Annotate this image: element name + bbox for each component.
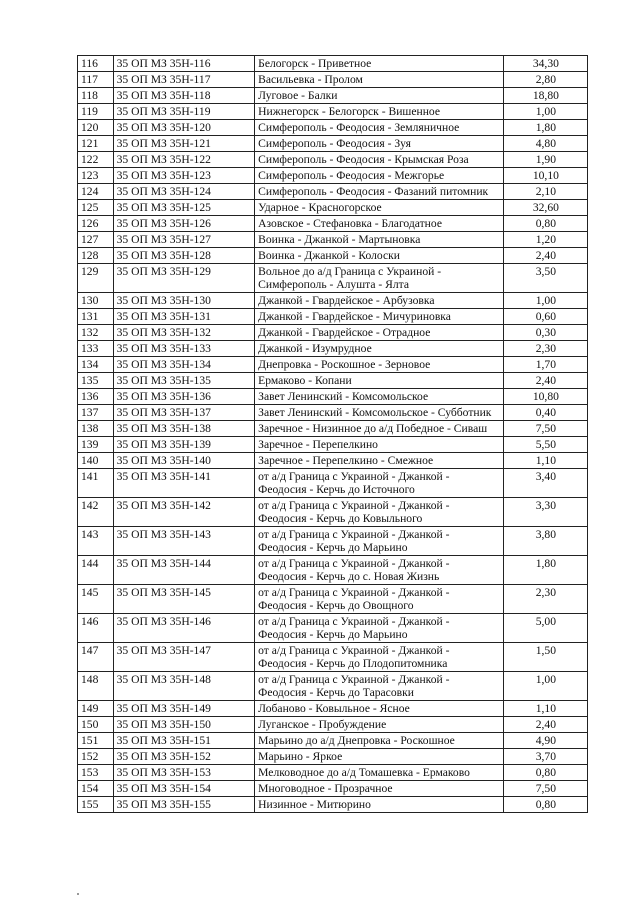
road-length: 3,80 [503, 527, 587, 556]
table-row [78, 717, 588, 733]
road-code: 35 ОП МЗ 35Н-131 [113, 309, 255, 325]
road-name: Симферополь - Феодосия - Фазаний питомник [255, 184, 504, 200]
road-name: Ермаково - Копани [255, 373, 504, 389]
row-number: 137 [78, 405, 114, 421]
road-code: 35 ОП МЗ 35Н-138 [113, 421, 255, 437]
road-name: от а/д Граница с Украиной - Джанкой - Феодосия - Керчь до Источного [255, 469, 504, 498]
row-number: 145 [78, 585, 114, 614]
table-row [78, 373, 588, 389]
road-name: от а/д Граница с Украиной - Джанкой - Феодосия - Керчь до с. Новая Жизнь [255, 556, 504, 585]
table-row [78, 216, 588, 232]
table-row [78, 733, 588, 749]
road-code: 35 ОП МЗ 35Н-136 [113, 389, 255, 405]
row-number: 124 [78, 184, 114, 200]
road-code: 35 ОП МЗ 35Н-153 [113, 765, 255, 781]
road-length: 0,80 [503, 765, 587, 781]
row-number: 150 [78, 717, 114, 733]
row-number: 144 [78, 556, 114, 585]
road-length: 3,70 [503, 749, 587, 765]
table-row [78, 643, 588, 672]
row-number: 119 [78, 104, 114, 120]
table-row [78, 184, 588, 200]
road-name: Джанкой - Гвардейское - Арбузовка [255, 293, 504, 309]
scan-speck [77, 893, 79, 895]
road-code: 35 ОП МЗ 35Н-150 [113, 717, 255, 733]
table-row [78, 701, 588, 717]
row-number: 133 [78, 341, 114, 357]
table-row [78, 389, 588, 405]
row-number: 149 [78, 701, 114, 717]
row-number: 117 [78, 72, 114, 88]
row-number: 148 [78, 672, 114, 701]
road-name: Симферополь - Феодосия - Зуя [255, 136, 504, 152]
table-row [78, 421, 588, 437]
table-row [78, 405, 588, 421]
table-row [78, 152, 588, 168]
table-row [78, 797, 588, 813]
road-length: 1,50 [503, 643, 587, 672]
road-name: Мелководное до а/д Томашевка - Ермаково [255, 765, 504, 781]
table-row [78, 453, 588, 469]
road-name: Симферополь - Феодосия - Земляничное [255, 120, 504, 136]
table-row [78, 527, 588, 556]
road-length: 1,10 [503, 701, 587, 717]
road-name: от а/д Граница с Украиной - Джанкой - Феодосия - Керчь до Марьино [255, 614, 504, 643]
road-length: 2,80 [503, 72, 587, 88]
row-number: 139 [78, 437, 114, 453]
road-code: 35 ОП МЗ 35Н-144 [113, 556, 255, 585]
table-row [78, 585, 588, 614]
table-row [78, 309, 588, 325]
road-name: Марьино до а/д Днепровка - Роскошное [255, 733, 504, 749]
road-code: 35 ОП МЗ 35Н-134 [113, 357, 255, 373]
row-number: 121 [78, 136, 114, 152]
road-code: 35 ОП МЗ 35Н-132 [113, 325, 255, 341]
road-code: 35 ОП МЗ 35Н-123 [113, 168, 255, 184]
row-number: 135 [78, 373, 114, 389]
road-length: 1,80 [503, 556, 587, 585]
table-row [78, 341, 588, 357]
road-length: 2,30 [503, 341, 587, 357]
road-length: 3,30 [503, 498, 587, 527]
table-row [78, 293, 588, 309]
road-length: 10,10 [503, 168, 587, 184]
road-name: от а/д Граница с Украиной - Джанкой - Феодосия - Керчь до Плодопитомника [255, 643, 504, 672]
road-name: Луганское - Пробуждение [255, 717, 504, 733]
table-row [78, 264, 588, 293]
road-length: 0,40 [503, 405, 587, 421]
table-row [78, 136, 588, 152]
row-number: 138 [78, 421, 114, 437]
road-code: 35 ОП МЗ 35Н-146 [113, 614, 255, 643]
row-number: 120 [78, 120, 114, 136]
road-name: от а/д Граница с Украиной - Джанкой - Феодосия - Керчь до Ковыльного [255, 498, 504, 527]
table-row [78, 437, 588, 453]
road-code: 35 ОП МЗ 35Н-147 [113, 643, 255, 672]
road-code: 35 ОП МЗ 35Н-137 [113, 405, 255, 421]
roads-table [77, 55, 588, 813]
table-row [78, 765, 588, 781]
row-number: 126 [78, 216, 114, 232]
road-length: 7,50 [503, 421, 587, 437]
road-name: Нижнегорск - Белогорск - Вишенное [255, 104, 504, 120]
road-code: 35 ОП МЗ 35Н-155 [113, 797, 255, 813]
row-number: 155 [78, 797, 114, 813]
table-row [78, 357, 588, 373]
road-code: 35 ОП МЗ 35Н-143 [113, 527, 255, 556]
row-number: 136 [78, 389, 114, 405]
road-code: 35 ОП МЗ 35Н-139 [113, 437, 255, 453]
road-name: Низинное - Митюрино [255, 797, 504, 813]
road-length: 2,40 [503, 717, 587, 733]
road-length: 5,00 [503, 614, 587, 643]
row-number: 140 [78, 453, 114, 469]
row-number: 134 [78, 357, 114, 373]
road-length: 2,40 [503, 248, 587, 264]
table-row [78, 469, 588, 498]
road-name: Заречное - Перепелкино [255, 437, 504, 453]
road-length: 0,30 [503, 325, 587, 341]
table-row [78, 168, 588, 184]
table-row [78, 104, 588, 120]
road-length: 7,50 [503, 781, 587, 797]
road-code: 35 ОП МЗ 35Н-120 [113, 120, 255, 136]
road-length: 32,60 [503, 200, 587, 216]
road-name: Луговое - Балки [255, 88, 504, 104]
table-row [78, 498, 588, 527]
road-length: 2,40 [503, 373, 587, 389]
road-name: Многоводное - Прозрачное [255, 781, 504, 797]
row-number: 153 [78, 765, 114, 781]
table-row [78, 248, 588, 264]
road-code: 35 ОП МЗ 35Н-126 [113, 216, 255, 232]
table-row [78, 72, 588, 88]
road-code: 35 ОП МЗ 35Н-116 [113, 56, 255, 72]
road-code: 35 ОП МЗ 35Н-152 [113, 749, 255, 765]
road-code: 35 ОП МЗ 35Н-127 [113, 232, 255, 248]
table-row [78, 232, 588, 248]
road-name: Воинка - Джанкой - Мартыновка [255, 232, 504, 248]
road-name: Джанкой - Гвардейское - Отрадное [255, 325, 504, 341]
road-length: 2,10 [503, 184, 587, 200]
row-number: 132 [78, 325, 114, 341]
road-length: 0,80 [503, 216, 587, 232]
road-code: 35 ОП МЗ 35Н-121 [113, 136, 255, 152]
road-code: 35 ОП МЗ 35Н-141 [113, 469, 255, 498]
row-number: 116 [78, 56, 114, 72]
road-length: 18,80 [503, 88, 587, 104]
road-length: 0,80 [503, 797, 587, 813]
road-code: 35 ОП МЗ 35Н-117 [113, 72, 255, 88]
road-code: 35 ОП МЗ 35Н-142 [113, 498, 255, 527]
table-row [78, 556, 588, 585]
road-code: 35 ОП МЗ 35Н-130 [113, 293, 255, 309]
road-code: 35 ОП МЗ 35Н-135 [113, 373, 255, 389]
table-row [78, 749, 588, 765]
road-length: 34,30 [503, 56, 587, 72]
roads-table-body [78, 56, 588, 813]
row-number: 143 [78, 527, 114, 556]
row-number: 142 [78, 498, 114, 527]
road-length: 1,00 [503, 293, 587, 309]
road-length: 1,70 [503, 357, 587, 373]
road-name: Завет Ленинский - Комсомольское [255, 389, 504, 405]
road-code: 35 ОП МЗ 35Н-124 [113, 184, 255, 200]
row-number: 130 [78, 293, 114, 309]
road-length: 1,00 [503, 672, 587, 701]
row-number: 131 [78, 309, 114, 325]
road-name: Лобаново - Ковыльное - Ясное [255, 701, 504, 717]
row-number: 151 [78, 733, 114, 749]
road-name: Джанкой - Гвардейское - Мичуриновка [255, 309, 504, 325]
road-length: 3,50 [503, 264, 587, 293]
table-row [78, 781, 588, 797]
road-name: Васильевка - Пролом [255, 72, 504, 88]
road-name: от а/д Граница с Украиной - Джанкой - Феодосия - Керчь до Тарасовки [255, 672, 504, 701]
table-row [78, 614, 588, 643]
table-row [78, 200, 588, 216]
road-name: Вольное до а/д Граница с Украиной - Симферополь - Алушта - Ялта [255, 264, 504, 293]
road-length: 1,80 [503, 120, 587, 136]
road-code: 35 ОП МЗ 35Н-128 [113, 248, 255, 264]
road-name: Азовское - Стефановка - Благодатное [255, 216, 504, 232]
road-name: Белогорск - Приветное [255, 56, 504, 72]
road-length: 2,30 [503, 585, 587, 614]
table-row [78, 672, 588, 701]
road-name: Заречное - Перепелкино - Смежное [255, 453, 504, 469]
road-length: 0,60 [503, 309, 587, 325]
row-number: 147 [78, 643, 114, 672]
row-number: 141 [78, 469, 114, 498]
row-number: 152 [78, 749, 114, 765]
table-row [78, 325, 588, 341]
road-length: 10,80 [503, 389, 587, 405]
road-length: 3,40 [503, 469, 587, 498]
row-number: 146 [78, 614, 114, 643]
row-number: 118 [78, 88, 114, 104]
row-number: 128 [78, 248, 114, 264]
road-name: Заречное - Низинное до а/д Победное - Сиваш [255, 421, 504, 437]
road-name: от а/д Граница с Украиной - Джанкой - Феодосия - Керчь до Овощного [255, 585, 504, 614]
road-code: 35 ОП МЗ 35Н-148 [113, 672, 255, 701]
road-code: 35 ОП МЗ 35Н-119 [113, 104, 255, 120]
road-name: Ударное - Красногорское [255, 200, 504, 216]
road-length: 4,90 [503, 733, 587, 749]
road-code: 35 ОП МЗ 35Н-154 [113, 781, 255, 797]
road-code: 35 ОП МЗ 35Н-118 [113, 88, 255, 104]
road-name: Завет Ленинский - Комсомольское - Субботник [255, 405, 504, 421]
row-number: 123 [78, 168, 114, 184]
road-length: 1,00 [503, 104, 587, 120]
road-code: 35 ОП МЗ 35Н-151 [113, 733, 255, 749]
road-length: 5,50 [503, 437, 587, 453]
table-row [78, 56, 588, 72]
road-code: 35 ОП МЗ 35Н-122 [113, 152, 255, 168]
road-length: 1,90 [503, 152, 587, 168]
road-code: 35 ОП МЗ 35Н-140 [113, 453, 255, 469]
road-name: Воинка - Джанкой - Колоски [255, 248, 504, 264]
road-code: 35 ОП МЗ 35Н-125 [113, 200, 255, 216]
row-number: 154 [78, 781, 114, 797]
row-number: 129 [78, 264, 114, 293]
road-name: Симферополь - Феодосия - Крымская Роза [255, 152, 504, 168]
table-row [78, 88, 588, 104]
road-length: 4,80 [503, 136, 587, 152]
road-code: 35 ОП МЗ 35Н-145 [113, 585, 255, 614]
road-name: Симферополь - Феодосия - Межгорье [255, 168, 504, 184]
row-number: 125 [78, 200, 114, 216]
road-code: 35 ОП МЗ 35Н-129 [113, 264, 255, 293]
road-name: от а/д Граница с Украиной - Джанкой - Феодосия - Керчь до Марьино [255, 527, 504, 556]
road-length: 1,10 [503, 453, 587, 469]
road-name: Днепровка - Роскошное - Зерновое [255, 357, 504, 373]
road-length: 1,20 [503, 232, 587, 248]
road-name: Джанкой - Изумрудное [255, 341, 504, 357]
road-code: 35 ОП МЗ 35Н-133 [113, 341, 255, 357]
road-code: 35 ОП МЗ 35Н-149 [113, 701, 255, 717]
road-name: Марьино - Яркое [255, 749, 504, 765]
row-number: 127 [78, 232, 114, 248]
table-row [78, 120, 588, 136]
row-number: 122 [78, 152, 114, 168]
